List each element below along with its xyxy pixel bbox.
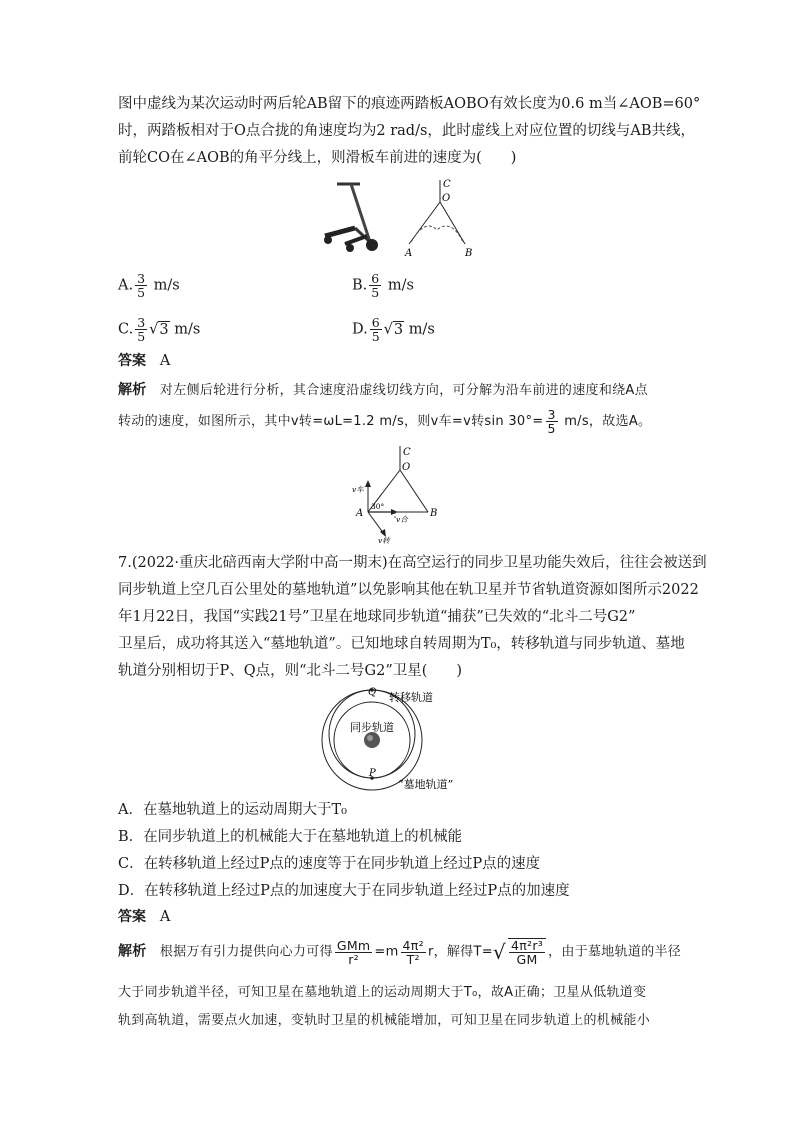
- q7-stem-line-3: 年1月22日，我国“实践21号”卫星在地球同步轨道“捕获”已失效的“北斗二号G2”: [118, 609, 636, 625]
- fig2-label-a: A: [356, 508, 364, 519]
- answer-label: 答案: [118, 909, 146, 925]
- q6-option-a[interactable]: [118, 272, 180, 299]
- q6-stem-line-1: 图中虚线为某次运动时两后轮AB留下的痕迹两踏板AOBO有效长度为0.6 m当∠AOB=60°: [118, 96, 701, 112]
- label-q: Q: [368, 687, 377, 698]
- q7-stem-line-2: 同步轨道上空几百公里处的墓地轨道”以免影响其他在轨卫星并节省轨道资源如图所示2022: [118, 582, 699, 598]
- radical-sign: √: [492, 940, 506, 964]
- fig1-label-b: B: [465, 248, 473, 259]
- radical-sign: √: [149, 321, 159, 338]
- option-letter: B.: [352, 277, 368, 294]
- q6-analysis-line-1: 解析 对左侧后轮进行分析，其合速度沿虚线切线方向，可分解为沿车前进的速度和绕A点: [118, 382, 648, 398]
- fraction: $\frac{\text{4π²}}{\text{T²}}$: [402, 937, 424, 967]
- q6-figure-scooter: [315, 178, 495, 260]
- q6-stem-line-2: 时，两踏板相对于O点合拢的角速度均为2 rad/s，此时虚线上对应位置的切线与AB共线，: [118, 123, 696, 139]
- fig2-label-c: C: [403, 447, 411, 458]
- q7-analysis-line-2: 大于同步轨道半径，可知卫星在墓地轨道上的运动周期大于T₀，故A正确；卫星从低轨道变: [118, 985, 647, 1000]
- label-sync-orbit: 同步轨道: [350, 721, 394, 734]
- q6-figure-velocity: [340, 442, 460, 544]
- q6-option-d[interactable]: [352, 316, 435, 343]
- answer-value: A: [159, 353, 171, 369]
- radicand: 3: [393, 321, 404, 338]
- q6-option-c[interactable]: [118, 316, 200, 343]
- q6-analysis-line-2: 转动的速度，如图所示，其中v转=ωL=1.2 m/s，则v车=v转sin 30°= $\frac{3}{5}$ m/s，故选A。: [118, 407, 652, 436]
- fig2-label-vturn: v转: [378, 536, 390, 544]
- fig2-label-o: O: [402, 462, 411, 473]
- unit: m/s: [387, 277, 414, 294]
- answer-value: A: [159, 909, 171, 925]
- q6-option-b[interactable]: [352, 272, 414, 299]
- option-letter: D.: [352, 321, 368, 338]
- answer-label: 答案: [118, 353, 146, 369]
- fraction: $\frac{6}{5}$: [371, 271, 380, 300]
- label-transfer-orbit: 转移轨道: [389, 691, 433, 704]
- analysis-label: 解析: [118, 382, 147, 398]
- fraction: $\frac{3}{5}$: [137, 315, 146, 344]
- q6-answer: [118, 350, 170, 370]
- q7-answer: [118, 906, 170, 926]
- q7-stem-line-4: 卫星后，成功将其送入“墓地轨道”。已知地球自转周期为T₀，转移轨道与同步轨道、墓地: [118, 636, 685, 652]
- fraction: $\frac{3}{5}$: [137, 271, 146, 300]
- radicand: 3: [159, 321, 169, 338]
- unit: m/s: [408, 321, 435, 338]
- analysis-label: 解析: [118, 943, 147, 960]
- fig1-label-c: C: [443, 179, 451, 190]
- q7-option-c[interactable]: C．在转移轨道上经过P点的速度等于在同步轨道上经过P点的速度: [118, 856, 541, 872]
- q6-stem-line-3: 前轮CO在∠AOB的角平分线上，则滑板车前进的速度为( ): [118, 150, 517, 166]
- scooter-illustration: [324, 184, 378, 252]
- q7-analysis-line-3: 轨到高轨道，需要点火加速，变轨时卫星的机械能增加，可知卫星在同步轨道上的机械能小: [118, 1013, 651, 1028]
- fig2-label-b: B: [430, 508, 438, 519]
- unit: m/s: [153, 277, 180, 294]
- fig2-label-vsum: v合: [396, 515, 408, 524]
- q7-option-a[interactable]: A．在墓地轨道上的运动周期大于T₀: [118, 802, 347, 818]
- fraction: $\frac{\text{4π²r³}}{GM}$: [508, 938, 546, 966]
- fig2-label-vcar: v车: [352, 485, 364, 494]
- q7-analysis-line-1: 解析 根据万有引力提供向心力可得 $\frac{\text{GMm}}{\text{r²}}$ =m $\frac{\text{4π²}}{\text{T²}}$ r，解得T=√ $\frac{\text{4π²r³}}{GM}$ ，由于墓地轨道的半径: [118, 937, 682, 967]
- fraction: $\frac{\text{GMm}}{\text{r²}}$: [336, 937, 371, 967]
- fig2-label-angle: 30°: [371, 502, 385, 511]
- q7-stem-line-5: 轨道分别相切于P、Q点，则“北斗二号G2”卫星( ): [118, 663, 463, 679]
- label-p: P: [369, 768, 376, 779]
- radical-sign: √: [383, 321, 393, 338]
- fraction: $\frac{3}{5}$: [547, 407, 556, 436]
- fig1-label-o: O: [442, 193, 451, 204]
- fig1-label-a: A: [405, 248, 413, 259]
- q7-option-b[interactable]: B．在同步轨道上的机械能大于在墓地轨道上的机械能: [118, 829, 463, 845]
- label-grave-orbit: “墓地轨道”: [398, 778, 454, 791]
- q7-figure-orbits: [320, 684, 480, 792]
- unit: m/s: [174, 321, 201, 338]
- q7-option-d[interactable]: D．在转移轨道上经过P点的加速度大于在同步轨道上经过P点的加速度: [118, 883, 570, 899]
- q7-stem-line-1: 7.(2022·重庆北碚西南大学附中高一期末)在高空运行的同步卫星功能失效后，往往会被送到: [118, 555, 707, 571]
- option-letter: A.: [118, 277, 134, 294]
- option-letter: C.: [118, 321, 134, 338]
- fraction: $\frac{6}{5}$: [371, 315, 380, 344]
